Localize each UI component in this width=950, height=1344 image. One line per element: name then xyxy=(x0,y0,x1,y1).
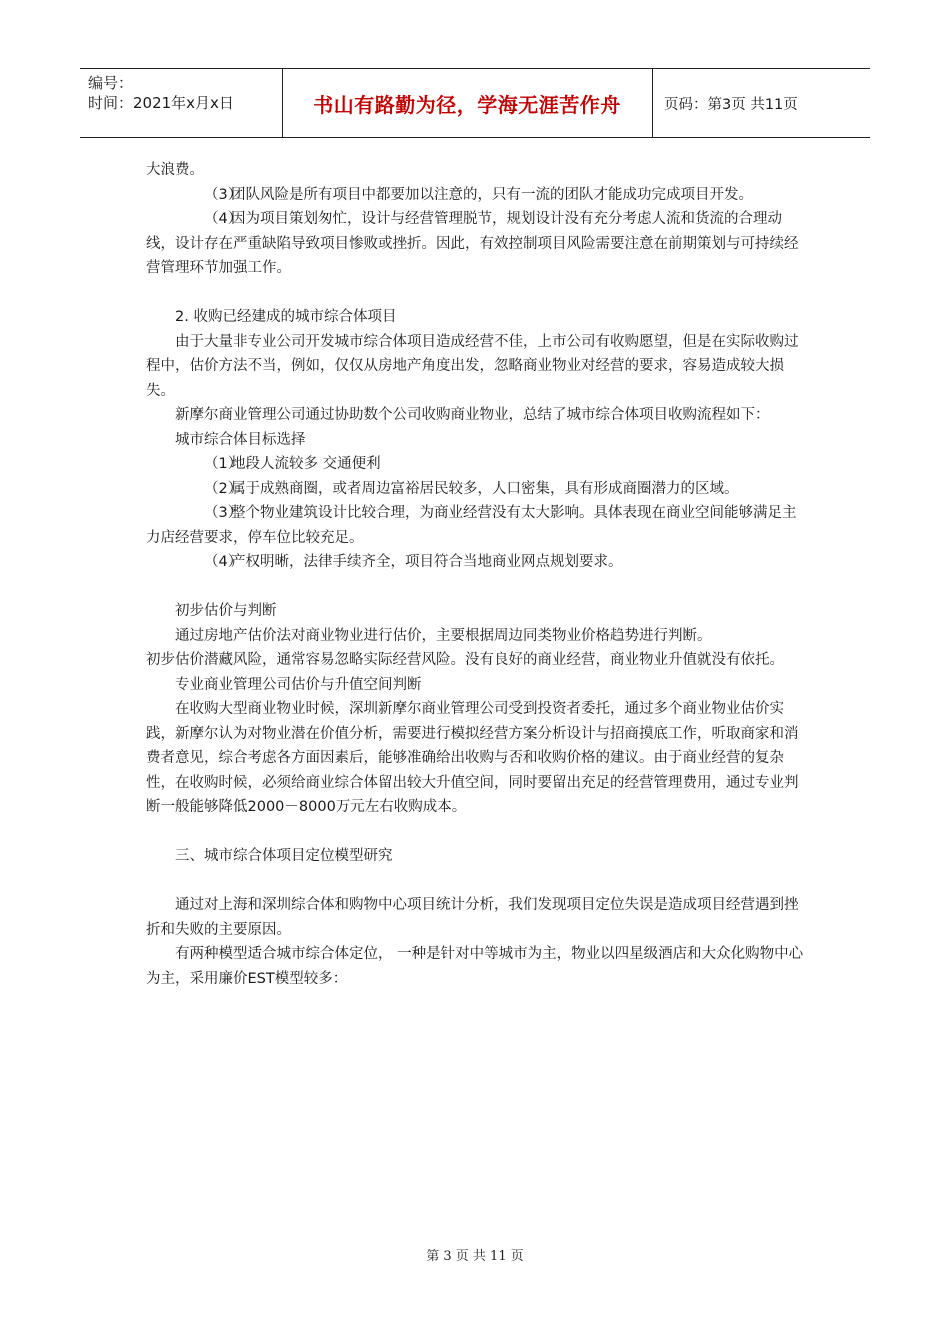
paragraph: 在收购大型商业物业时候，深圳新摩尔商业管理公司受到投资者委托，通过多个商业物业估价实践，新摩尔认为对物业潜在价值分析，需要进行模拟经营方案分析设计与招商摸底工作，听取商家和消费者意见，综合考虑各方面因素后，能够准确给出收购与否和收购价格的建议。由于商业经营的复杂性，在收购时候，必须给商业综合体留出较大升值空间，同时要留出充足的经营管理费用，通过专业判断一般能够降低2000－8000万元左右收购成本。 xyxy=(146,701,799,815)
paragraph: 有两种模型适合城市综合体定位， 一种是针对中等城市为主，物业以四星级酒店和大众化购物中心为主，采用廉价EST模型较多： xyxy=(146,946,804,987)
header-motto: 书山有路勤为径，学海无涯苦作舟 xyxy=(313,92,621,117)
paragraph: 通过房地产估价法对商业物业进行估价，主要根据周边同类物业价格趋势进行判断。 xyxy=(175,627,712,644)
time-label: 时间：2021年x月x日 xyxy=(88,94,234,112)
header-divider xyxy=(652,69,653,137)
subheading: 初步估价与判断 xyxy=(175,603,277,619)
list-text: 团队风险是所有项目中都要加以注意的，只有一流的团队才能成功完成项目开发。 xyxy=(231,186,753,203)
list-number: （4） xyxy=(204,554,243,570)
paragraph: 由于大量非专业公司开发城市综合体项目造成经营不佳，上市公司有收购愿望，但是在实际收购过程中，估价方法不当，例如，仅仅从房地产角度出发，忽略商业物业对经营的要求，容易造成较大损失。 xyxy=(146,333,799,399)
subheading: 城市综合体目标选择 xyxy=(175,431,306,448)
paragraph: 新摩尔商业管理公司通过协助数个公司收购商业物业，总结了城市综合体项目收购流程如下： xyxy=(175,407,770,423)
list-item xyxy=(146,501,806,550)
list-item xyxy=(146,452,806,477)
section-heading: 三、城市综合体项目定位模型研究 xyxy=(175,848,393,864)
list-text: 整个物业建筑设计比较合理，为商业经营没有太大影响。具体表现在商业空间能够满足主力店经营要求，停车位比较充足。 xyxy=(146,505,797,546)
document-body xyxy=(146,158,806,991)
section-heading: 2. 收购已经建成的城市综合体项目 xyxy=(175,309,397,325)
list-item xyxy=(146,477,806,502)
header-page-code: 页码：第3页 共11页 xyxy=(664,96,798,113)
header-table xyxy=(80,68,870,138)
list-number: （3） xyxy=(204,505,243,521)
list-text: 地段人流较多 交通便利 xyxy=(231,456,381,472)
number-label: 编号： xyxy=(88,74,134,92)
list-text: 因为项目策划匆忙，设计与经营管理脱节，规划设计没有充分考虑人流和货流的合理动线，设计存在严重缺陷导致项目惨败或挫折。因此，有效控制项目风险需要注意在前期策划与可持续经营管理环节加强工作。 xyxy=(146,211,799,276)
subheading: 专业商业管理公司估价与升值空间判断 xyxy=(175,676,422,693)
page-footer: 第 3 页 共 11 页 xyxy=(426,1249,524,1264)
header-meta xyxy=(88,73,234,113)
list-number: （1） xyxy=(204,456,243,472)
paragraph: 大浪费。 xyxy=(146,162,204,178)
list-item xyxy=(146,207,806,281)
list-number: （3） xyxy=(204,186,243,203)
list-item xyxy=(146,183,806,208)
list-number: （2） xyxy=(204,480,243,497)
list-text: 产权明晰，法律手续齐全，项目符合当地商业网点规划要求。 xyxy=(231,554,623,570)
list-text: 属于成熟商圈，或者周边富裕居民较多，人口密集，具有形成商圈潜力的区域。 xyxy=(231,480,739,497)
paragraph: 通过对上海和深圳综合体和购物中心项目统计分析，我们发现项目定位失误是造成项目经营遇到挫折和失败的主要原因。 xyxy=(146,897,799,938)
list-item xyxy=(146,550,806,575)
list-number: （4） xyxy=(204,211,243,227)
paragraph: 初步估价潜藏风险，通常容易忽略实际经营风险。没有良好的商业经营，商业物业升值就没有依托。 xyxy=(146,652,784,668)
